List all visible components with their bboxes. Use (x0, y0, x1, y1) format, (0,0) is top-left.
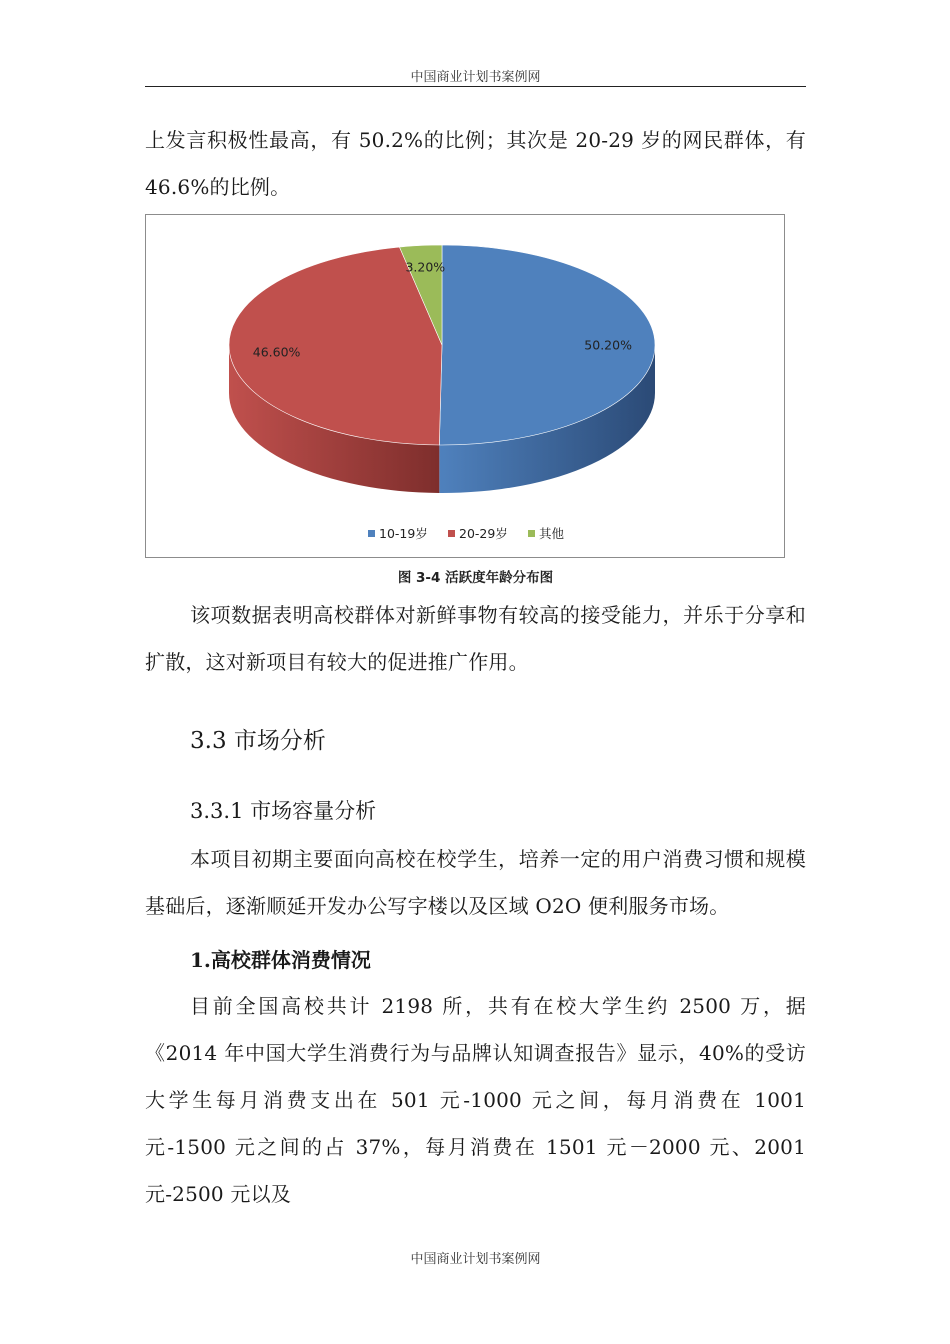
figure-caption: 图 3-4 活跃度年龄分布图 (397, 570, 554, 586)
pie-chart-svg (146, 215, 786, 559)
data-label-10-19: 50.20% (584, 337, 632, 353)
paragraph-conclusion: 该项数据表明高校群体对新鲜事物有较高的接受能力，并乐于分享和扩散，这对新项目有较大的促进推广作用。 (145, 603, 806, 674)
legend-swatch-20-29 (448, 530, 455, 537)
data-label-other: 3.20% (405, 259, 446, 275)
section-heading-3-3-1: 3.3.1 市场容量分析 (190, 799, 377, 823)
paragraph-student-spending: 目前全国高校共计 2198 所，共有在校大学生约 2500 万，据《2014 年中国大学生消费行为与品牌认知调查报告》显示，40%的受访大学生每月消费支出在 501 元-1000 元之间，每月消费在 1001 元-1500 元之间的占 37%，每月消费在 1501 元－2000 元、2001 元-2500 元以及 (145, 994, 806, 1206)
subheading-student-consumption: 1.高校群体消费情况 (190, 948, 371, 972)
paragraph-age-stats: 上发言积极性最高，有 50.2%的比例；其次是 20-29 岁的网民群体，有 46.6%的比例。 (145, 128, 806, 199)
section-heading-3-3: 3.3 市场分析 (190, 728, 326, 754)
data-label-20-29: 46.60% (252, 344, 301, 360)
age-pie-chart (145, 214, 785, 558)
legend-label-10-19: 10-19岁 (379, 526, 428, 541)
legend-label-other: 其他 (539, 526, 565, 541)
chart-legend (368, 526, 565, 541)
header-divider (145, 86, 806, 87)
paragraph-market-intro: 本项目初期主要面向高校在校学生，培养一定的用户消费习惯和规模基础后，逐渐顺延开发办公写字楼以及区域 O2O 便利服务市场。 (145, 847, 806, 918)
legend-swatch-10-19 (368, 530, 375, 537)
legend-swatch-other (528, 530, 535, 537)
legend-label-20-29: 20-29岁 (459, 526, 508, 541)
page-header: 中国商业计划书案例网 (410, 70, 541, 85)
page-footer: 中国商业计划书案例网 (410, 1252, 541, 1267)
